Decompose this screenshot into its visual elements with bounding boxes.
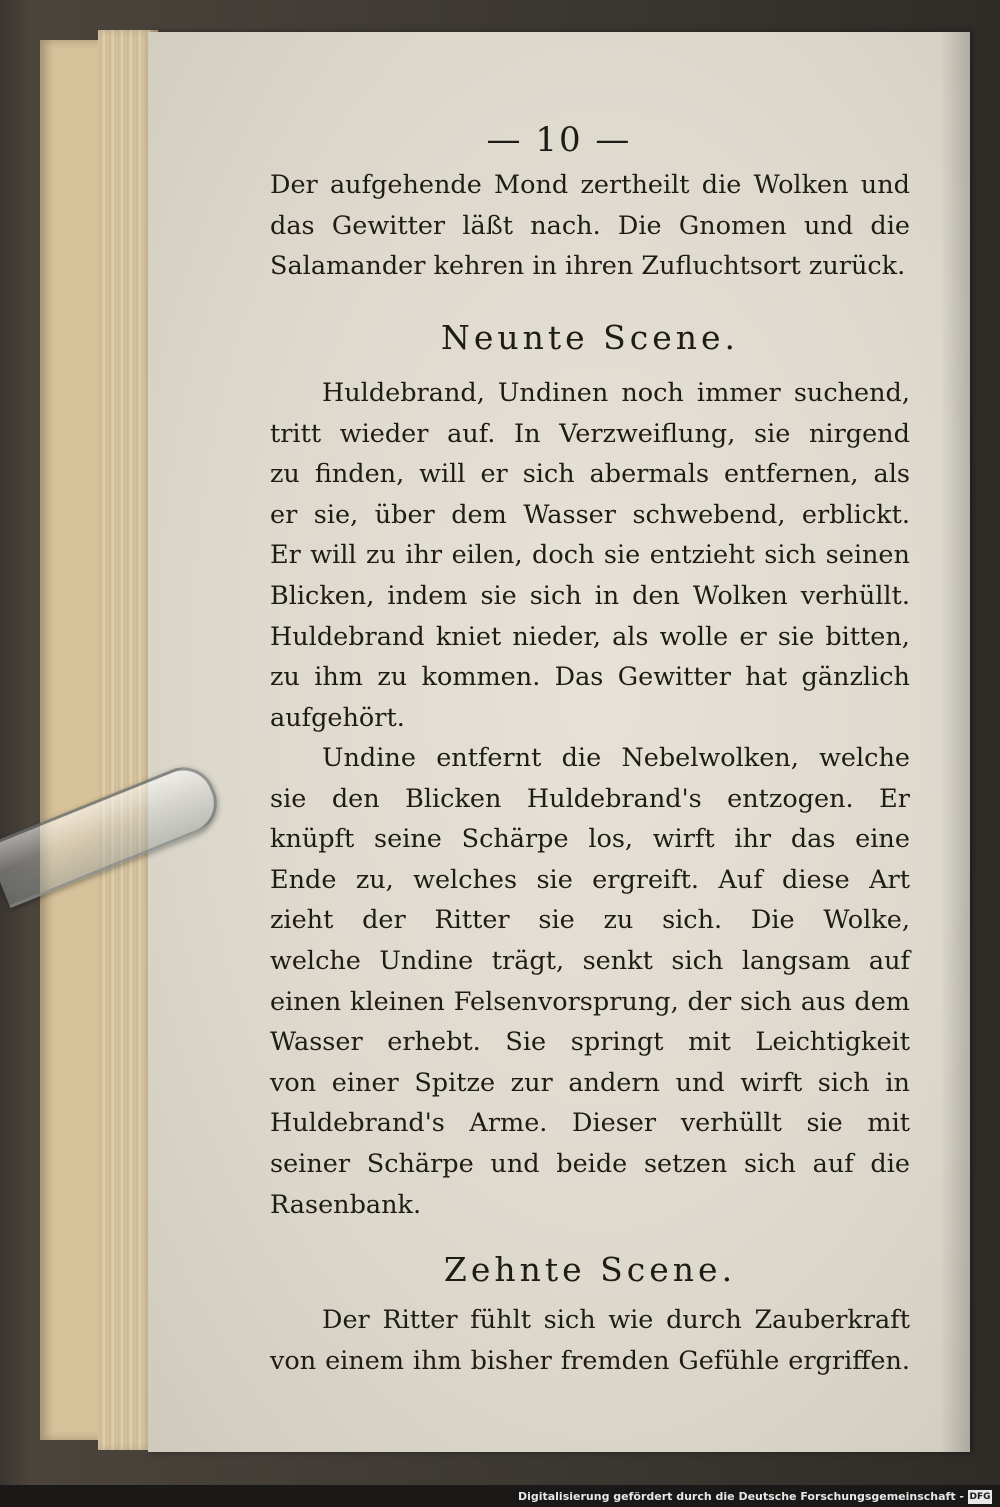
word: Schärpe (366, 1148, 474, 1179)
word: Spitze (414, 1067, 496, 1098)
word: Die (750, 905, 795, 936)
word: sie (603, 540, 641, 571)
footer-bar (0, 1485, 1000, 1507)
text-line (270, 454, 910, 495)
word: seinen (825, 540, 910, 571)
paragraph-3 (270, 738, 910, 1225)
text-line: Rasenbank. (270, 1189, 422, 1220)
word: einer (331, 1067, 399, 1098)
word: setzen (643, 1148, 728, 1179)
word: Wasser (523, 499, 616, 530)
text-line (270, 900, 910, 941)
word: sich. (662, 905, 723, 936)
text-line (270, 819, 910, 860)
word: ergriffen. (788, 1345, 910, 1376)
word: auf. (447, 418, 496, 449)
word: wie (608, 1305, 654, 1335)
word: beide (556, 1148, 628, 1179)
word: zu, (355, 864, 394, 895)
word: Wasser (270, 1027, 363, 1058)
text-line (270, 535, 910, 576)
text-line (270, 206, 910, 247)
word: Mond (494, 170, 569, 200)
page-shadow (940, 32, 970, 1452)
word: sie (480, 580, 517, 611)
word: zu (603, 905, 634, 936)
text-line (270, 617, 910, 658)
word: los, (588, 824, 634, 855)
word: senkt (582, 945, 653, 976)
word: sie, (313, 499, 359, 530)
text-line (270, 1022, 910, 1063)
word: wolle (659, 621, 729, 652)
word: fremden (560, 1345, 670, 1376)
word: nieder, (512, 621, 601, 652)
word: langsam (741, 945, 851, 976)
word: der (687, 986, 732, 1017)
word: eilen, (451, 540, 523, 571)
word: Verzweiflung, (559, 418, 736, 449)
word: ihm (412, 1345, 462, 1376)
word: eine (855, 824, 910, 855)
text-line (270, 860, 910, 901)
word: Die (617, 210, 662, 241)
word: immer (696, 378, 781, 408)
word: welche (819, 743, 910, 773)
scene-heading-10: Zehnte Scene. (443, 1250, 737, 1289)
word: verhüllt. (800, 580, 910, 611)
word: springt (570, 1027, 664, 1058)
text-line (270, 1144, 910, 1185)
word: In (514, 418, 541, 449)
word: auf (812, 1148, 854, 1179)
word: Arme. (469, 1108, 548, 1139)
word: durch (666, 1305, 742, 1335)
scene-heading-9: Neunte Scene. (440, 318, 740, 357)
word: welche (270, 945, 361, 976)
word: entzieht (649, 540, 755, 571)
word: als (612, 621, 649, 652)
word: sich (543, 1305, 596, 1335)
word: zu (366, 540, 396, 571)
word: mit (688, 1027, 731, 1058)
word: Leichtigkeit (755, 1027, 910, 1058)
word: sich (740, 986, 792, 1017)
word: Undine (322, 743, 416, 773)
text-line (270, 657, 910, 698)
word: sich (529, 580, 582, 611)
word: Ritter (382, 1305, 458, 1335)
word: wirft (740, 1067, 803, 1098)
word: will (310, 540, 357, 571)
word: Das (554, 662, 604, 693)
word: Huldebrand's (526, 783, 702, 814)
word: zieht (270, 905, 334, 936)
word: von (270, 1067, 317, 1098)
word: Nebelwolken, (621, 743, 799, 773)
text-line (270, 576, 910, 617)
word: er (480, 459, 508, 490)
word: suchend, (793, 378, 910, 408)
word: und (675, 1067, 725, 1098)
word: hat (745, 662, 788, 693)
word: dem (451, 499, 507, 530)
word: zu (270, 459, 300, 490)
word: Undine (379, 945, 474, 976)
word: finden, (314, 459, 405, 490)
word: gänzlich (801, 662, 910, 693)
word: die (870, 1148, 910, 1179)
word: Der (322, 1305, 370, 1335)
word: die (701, 170, 742, 200)
word: will (419, 459, 466, 490)
word: welches (413, 864, 518, 895)
word: sich (817, 1067, 870, 1098)
word: Gnomen (678, 210, 787, 241)
word: doch (532, 540, 595, 571)
word: das (270, 210, 315, 241)
word: diese (782, 864, 850, 895)
text-line (270, 1103, 910, 1144)
word: zu (270, 662, 300, 693)
word: Huldebrand, (322, 378, 485, 408)
word: sie (270, 783, 307, 814)
word: kniet (435, 621, 502, 652)
text-line (270, 1300, 910, 1341)
word: über (374, 499, 435, 530)
word: ergreift. (592, 864, 700, 895)
word: aus (800, 986, 846, 1017)
word: Zauberkraft (754, 1305, 910, 1335)
word: auf (868, 945, 910, 976)
word: trägt, (491, 945, 565, 976)
word: Er (879, 783, 910, 814)
word: Huldebrand's (270, 1108, 445, 1139)
word: noch (621, 378, 684, 408)
word: er (739, 621, 767, 652)
word: ihr (734, 824, 772, 855)
word: Sie (505, 1027, 547, 1058)
word: ihr (405, 540, 443, 571)
word: in (885, 1067, 910, 1098)
word: tritt (270, 418, 322, 449)
text-line: Salamander kehren in ihren Zufluchtsort zurück. (270, 251, 906, 282)
word: zur (510, 1067, 553, 1098)
word: Blicken (405, 783, 502, 814)
word: und (803, 210, 854, 241)
word: knüpft (270, 824, 355, 855)
word: indem (387, 580, 468, 611)
text-line (270, 1063, 910, 1104)
word: sie (536, 864, 573, 895)
word: Dieser (572, 1108, 657, 1139)
page-number: — 10 — (486, 120, 632, 160)
word: sie (538, 905, 575, 936)
word: aufgehende (329, 170, 482, 200)
text-line (270, 1341, 910, 1382)
paragraph-1 (270, 165, 910, 287)
word: in (594, 580, 620, 611)
word: bisher (470, 1345, 552, 1376)
word: sie (806, 1108, 843, 1139)
word: Blicken, (270, 580, 375, 611)
word: ihm (314, 662, 363, 693)
word: seine (374, 824, 442, 855)
word: sie (777, 621, 815, 652)
word: als (873, 459, 910, 490)
text-line (270, 941, 910, 982)
dfg-logo: DFG (969, 1492, 991, 1502)
text-line (270, 982, 910, 1023)
word: die (870, 210, 910, 241)
word: der (362, 905, 406, 936)
word: andern (568, 1067, 660, 1098)
word: Ritter (434, 905, 510, 936)
word: entfernt (436, 743, 542, 773)
text-line (270, 779, 910, 820)
word: bitten, (825, 621, 910, 652)
text-line (270, 495, 910, 536)
word: Art (869, 864, 910, 895)
word: und (490, 1148, 540, 1179)
word: sich (744, 1148, 796, 1179)
word: wirft (652, 824, 715, 855)
text-line (270, 738, 910, 779)
word: dem (854, 986, 910, 1017)
word: zertheilt (580, 170, 690, 200)
word: einem (325, 1345, 405, 1376)
word: sich (671, 945, 724, 976)
word: nirgend (808, 418, 910, 449)
word: mit (867, 1108, 910, 1139)
word: Wolken (692, 580, 788, 611)
word: abermals (589, 459, 710, 490)
word: Auf (718, 864, 763, 895)
word: er (270, 499, 298, 530)
word: von (270, 1345, 317, 1376)
word: läßt (462, 210, 513, 241)
word: kleinen (350, 986, 445, 1017)
word: sie (753, 418, 791, 449)
word: seiner (270, 1148, 351, 1179)
paragraph-4 (270, 1300, 910, 1381)
word: Er (270, 540, 301, 571)
paragraph-2 (270, 373, 910, 738)
funding-notice: Digitalisierung gefördert durch die Deutsche Forschungsgemeinschaft - (517, 1490, 964, 1503)
word: den (632, 580, 680, 611)
text-line: aufgehört. (270, 702, 405, 733)
word: erblickt. (801, 499, 910, 530)
word: Huldebrand (270, 621, 425, 652)
word: fühlt (470, 1305, 531, 1335)
word: kommen. (421, 662, 541, 693)
word: das (790, 824, 836, 855)
word: Schärpe (461, 824, 569, 855)
word: sich (522, 459, 575, 490)
word: nach. (530, 210, 601, 241)
word: Wolken (753, 170, 849, 200)
word: den (331, 783, 380, 814)
word: Undinen (497, 378, 609, 408)
word: wieder (339, 418, 429, 449)
text-line (270, 414, 910, 455)
word: Gefühle (678, 1345, 780, 1376)
word: zu (377, 662, 408, 693)
word: schwebend, (632, 499, 786, 530)
word: verhüllt (680, 1108, 782, 1139)
text-line (270, 373, 910, 414)
word: Wolke, (823, 905, 910, 936)
word: Der (270, 170, 318, 200)
word: Ende (270, 864, 337, 895)
text-line (270, 165, 910, 206)
word: Felsenvorsprung, (453, 986, 679, 1017)
word: Gewitter (617, 662, 731, 693)
word: sich (764, 540, 817, 571)
word: entfernen, (724, 459, 859, 490)
word: entzogen. (727, 783, 854, 814)
word: Gewitter (331, 210, 446, 241)
word: einen (270, 986, 342, 1017)
word: die (561, 743, 602, 773)
word: erhebt. (387, 1027, 481, 1058)
word: und (860, 170, 910, 200)
